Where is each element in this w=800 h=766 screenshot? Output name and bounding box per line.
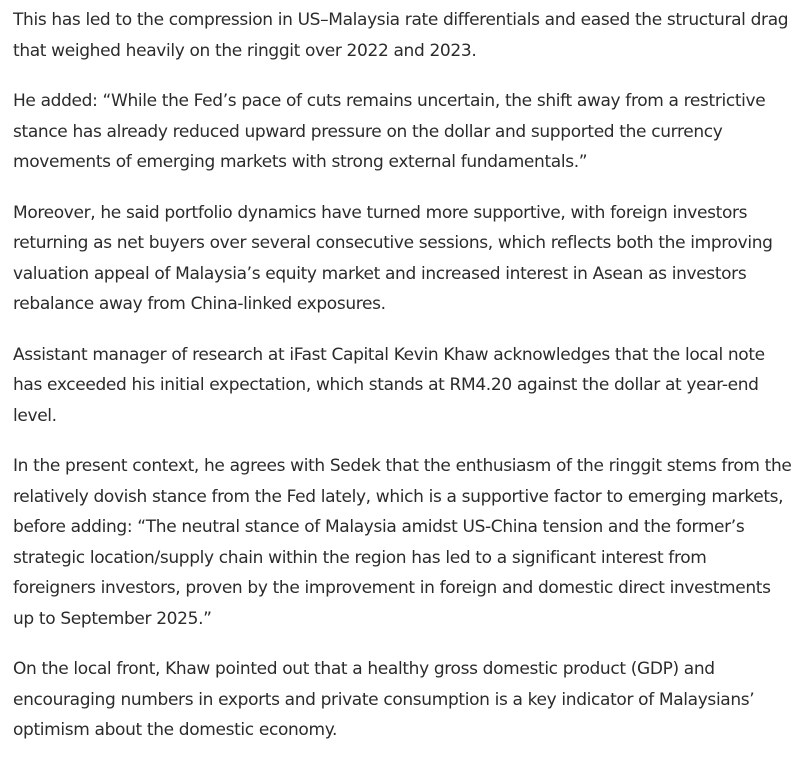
paragraph-local-front: On the local front, Khaw pointed out that a healthy gross domestic product (GDP) and encouraging numbers in exports and private consumption is a key indicator of Malaysians’ optimism about the domestic economy. xyxy=(13,659,755,740)
paragraph-portfolio-dynamics: Moreover, he said portfolio dynamics have turned more supportive, with foreign investors returning as net buyers over several consecutive sessions, which reflects both the improving valuation appeal of Malaysia’s equity market and increased interest in Asean as investors rebalance away from China-linked exposures. xyxy=(13,202,773,314)
paragraph-ifast-expectation: Assistant manager of research at iFast Capital Kevin Khaw acknowledges that the local note has exceeded his initial expectation, which stands at RM4.20 against the dollar at year-end level. xyxy=(13,344,765,426)
article-body xyxy=(13,5,793,766)
paragraph-present-context: In the present context, he agrees with Sedek that the enthusiasm of the ringgit stems from the relatively dovish stance from the Fed lately, which is a supportive factor to emerging markets, before adding: “The neutral stance of Malaysia amidst US-China tension and the former’s strategic location/supply chain within the region has led to a significant interest from foreigners investors, proven by the improvement in foreign and domestic direct investments up to September 2025.” xyxy=(13,456,792,629)
paragraph-rate-differentials: This has led to the compression in US–Malaysia rate differentials and eased the structural drag that weighed heavily on the ringgit over 2022 and 2023. xyxy=(13,10,789,61)
paragraph-fed-quote: He added: “While the Fed’s pace of cuts remains uncertain, the shift away from a restrictive stance has already reduced upward pressure on the dollar and supported the currency movements of emerging markets with strong external fundamentals.” xyxy=(13,91,766,172)
